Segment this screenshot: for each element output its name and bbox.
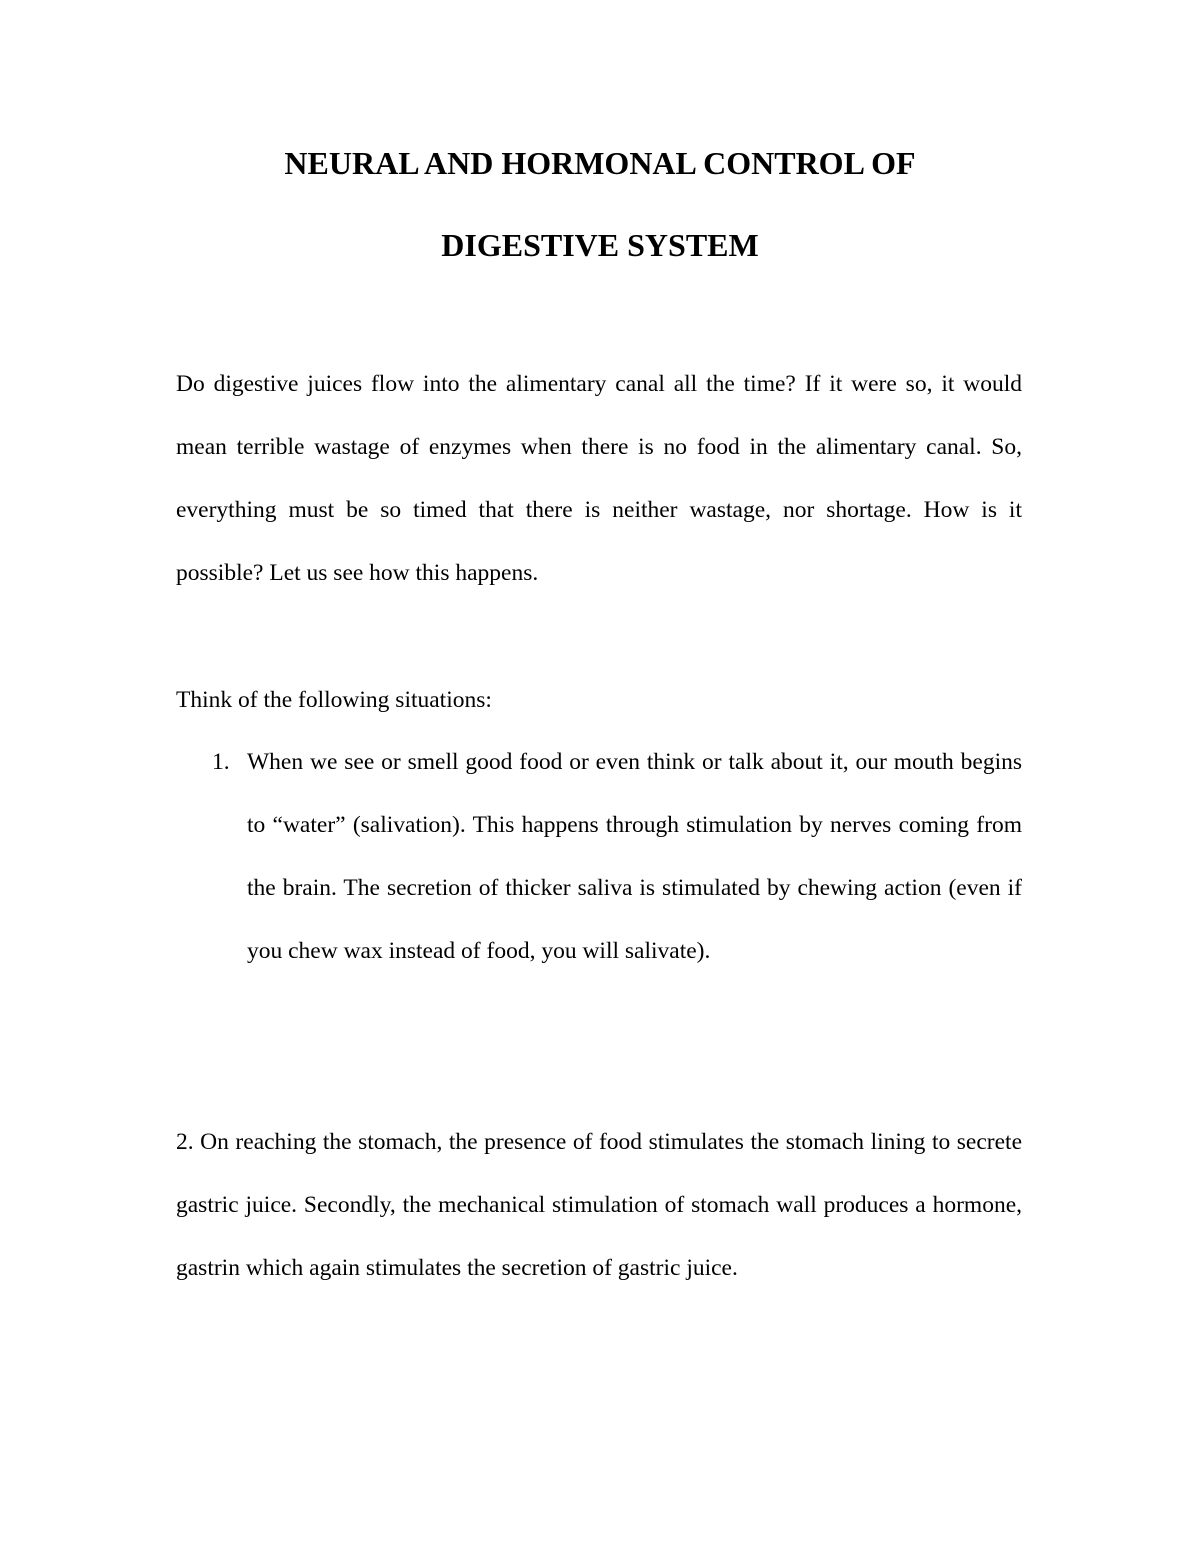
intro-paragraph: Do digestive juices flow into the alimentary canal all the time? If it were so, it would mean terrible wastage of enzymes when there is no food in the alimentary canal. So, everything must be so timed that there is neither wastage, nor shortage. How is it possible? Let us see how this happens. bbox=[176, 371, 1022, 586]
situations-heading: Think of the following situations: bbox=[176, 687, 492, 713]
list-item-number: 1. bbox=[212, 749, 230, 775]
second-paragraph: 2. On reaching the stomach, the presence of food stimulates the stomach lining to secrete gastric juice. Secondly, the mechanical stimulation of stomach wall produces a hormone, gastrin which again stimulates the secretion of gastric juice. bbox=[176, 1129, 1022, 1281]
document-title-line-2: DIGESTIVE SYSTEM bbox=[441, 227, 759, 263]
list-item bbox=[176, 731, 1022, 983]
document-title-line-1: NEURAL AND HORMONAL CONTROL OF bbox=[284, 145, 916, 181]
list-item-text: When we see or smell good food or even think or talk about it, our mouth begins to “water” (salivation). This happens through stimulation by nerves coming from the brain. The secretion of thicker saliva is stimulated by chewing action (even if you chew wax instead of food, you will salivate). bbox=[247, 749, 1022, 964]
